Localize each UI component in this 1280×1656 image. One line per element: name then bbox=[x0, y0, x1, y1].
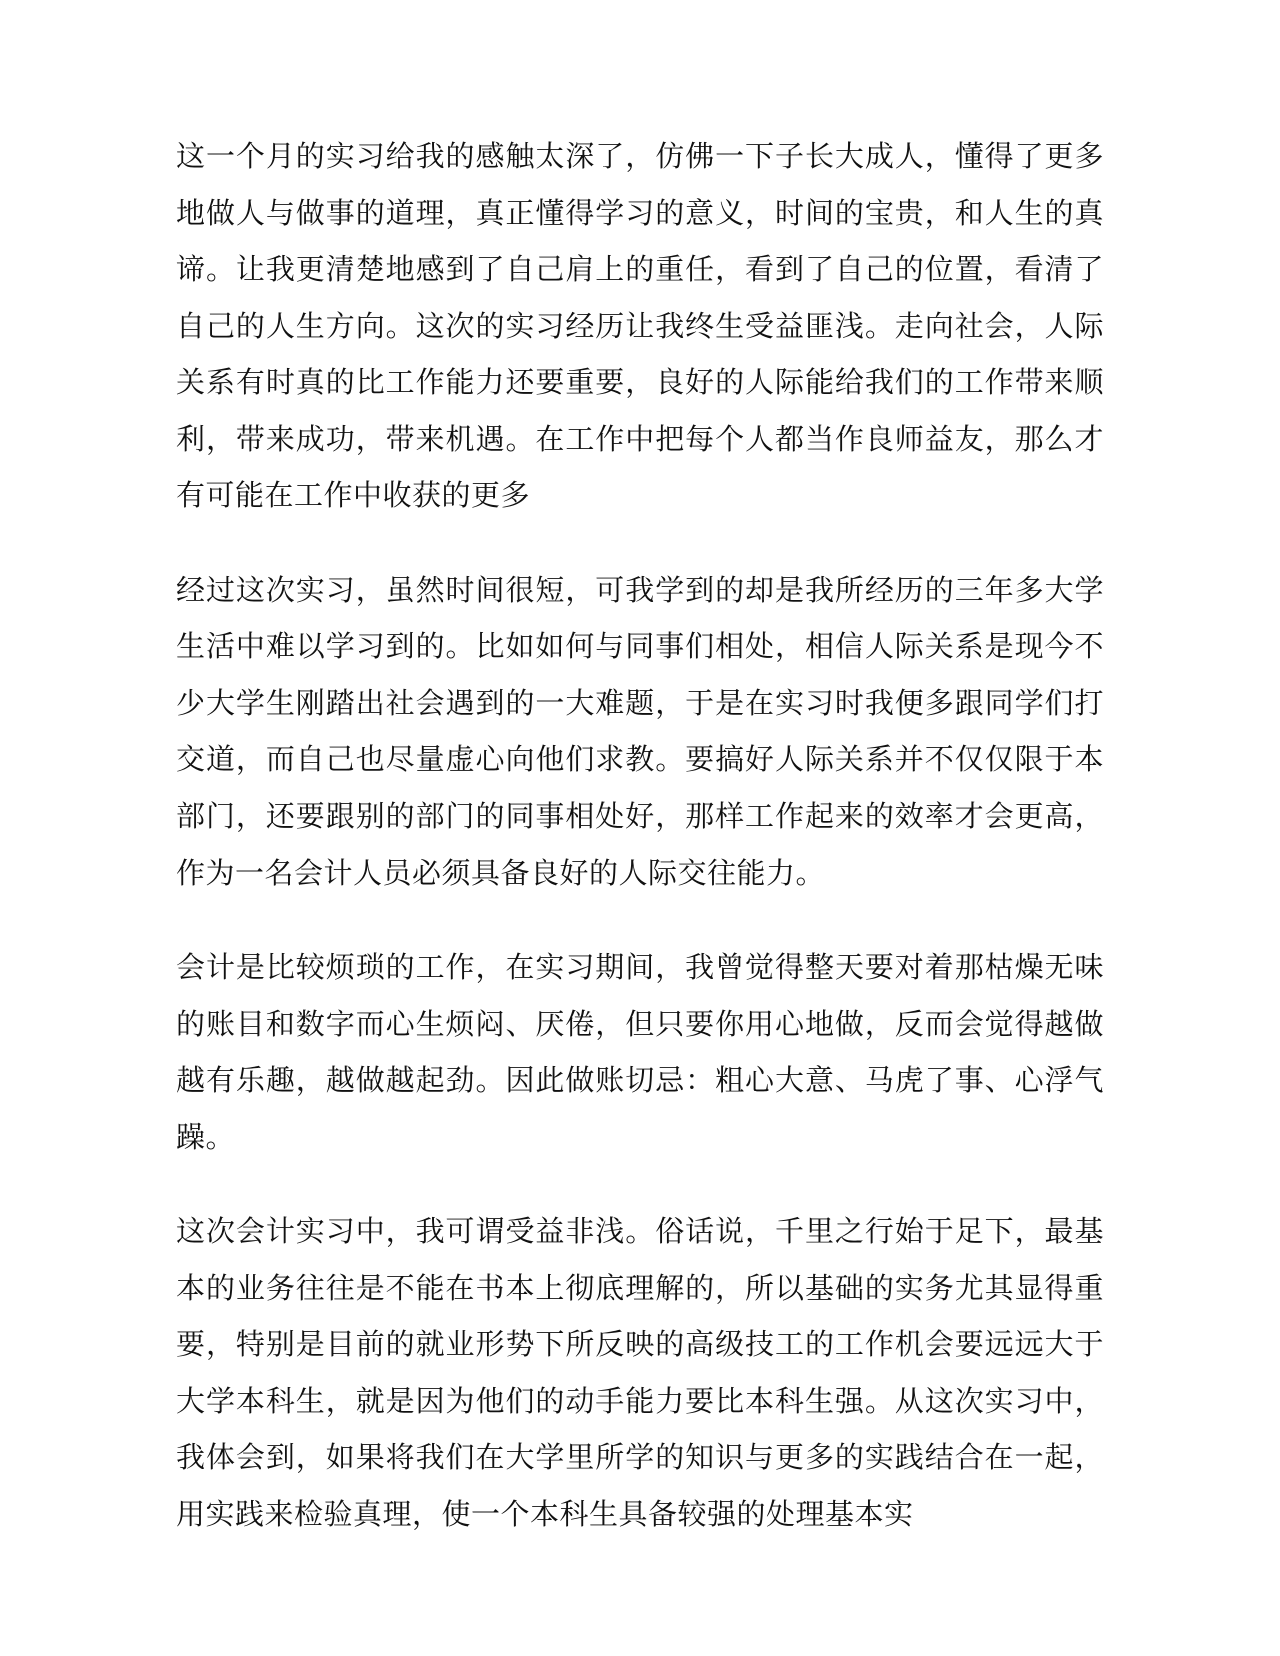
paragraph: 这一个月的实习给我的感触太深了，仿佛一下子长大成人，懂得了更多地做人与做事的道理，真正懂得学习的意义，时间的宝贵，和人生的真谛。让我更清楚地感到了自己肩上的重任，看到了自己的位置，看清了自己的人生方向。这次的实习经历让我终生受益匪浅。走向社会，人际关系有时真的比工作能力还要重要，良好的人际能给我们的工作带来顺利，带来成功，带来机遇。在工作中把每个人都当作良师益友，那么才有可能在工作中收获的更多 bbox=[176, 139, 1104, 513]
paragraph: 会计是比较烦琐的工作，在实习期间，我曾觉得整天要对着那枯燥无味的账目和数字而心生烦闷、厌倦，但只要你用心地做，反而会觉得越做越有乐趣，越做越起劲。因此做账切忌：粗心大意、马虎了事、心浮气躁。 bbox=[176, 950, 1104, 1154]
paragraph: 这次会计实习中，我可谓受益非浅。俗话说，千里之行始于足下，最基本的业务往往是不能在书本上彻底理解的，所以基础的实务尤其显得重要，特别是目前的就业形势下所反映的高级技工的工作机会要远远大于大学本科生，就是因为他们的动手能力要比本科生强。从这次实习中，我体会到，如果将我们在大学里所学的知识与更多的实践结合在一起，用实践来检验真理，使一个本科生具备较强的处理基本实 bbox=[176, 1214, 1104, 1532]
paragraph: 经过这次实习，虽然时间很短，可我学到的却是我所经历的三年多大学生活中难以学习到的。比如如何与同事们相处，相信人际关系是现今不少大学生刚踏出社会遇到的一大难题，于是在实习时我便多跟同学们打交道，而自己也尽量虚心向他们求教。要搞好人际关系并不仅仅限于本部门，还要跟别的部门的同事相处好，那样工作起来的效率才会更高，作为一名会计人员必须具备良好的人际交往能力。 bbox=[176, 572, 1104, 890]
document-body bbox=[176, 128, 1104, 1543]
